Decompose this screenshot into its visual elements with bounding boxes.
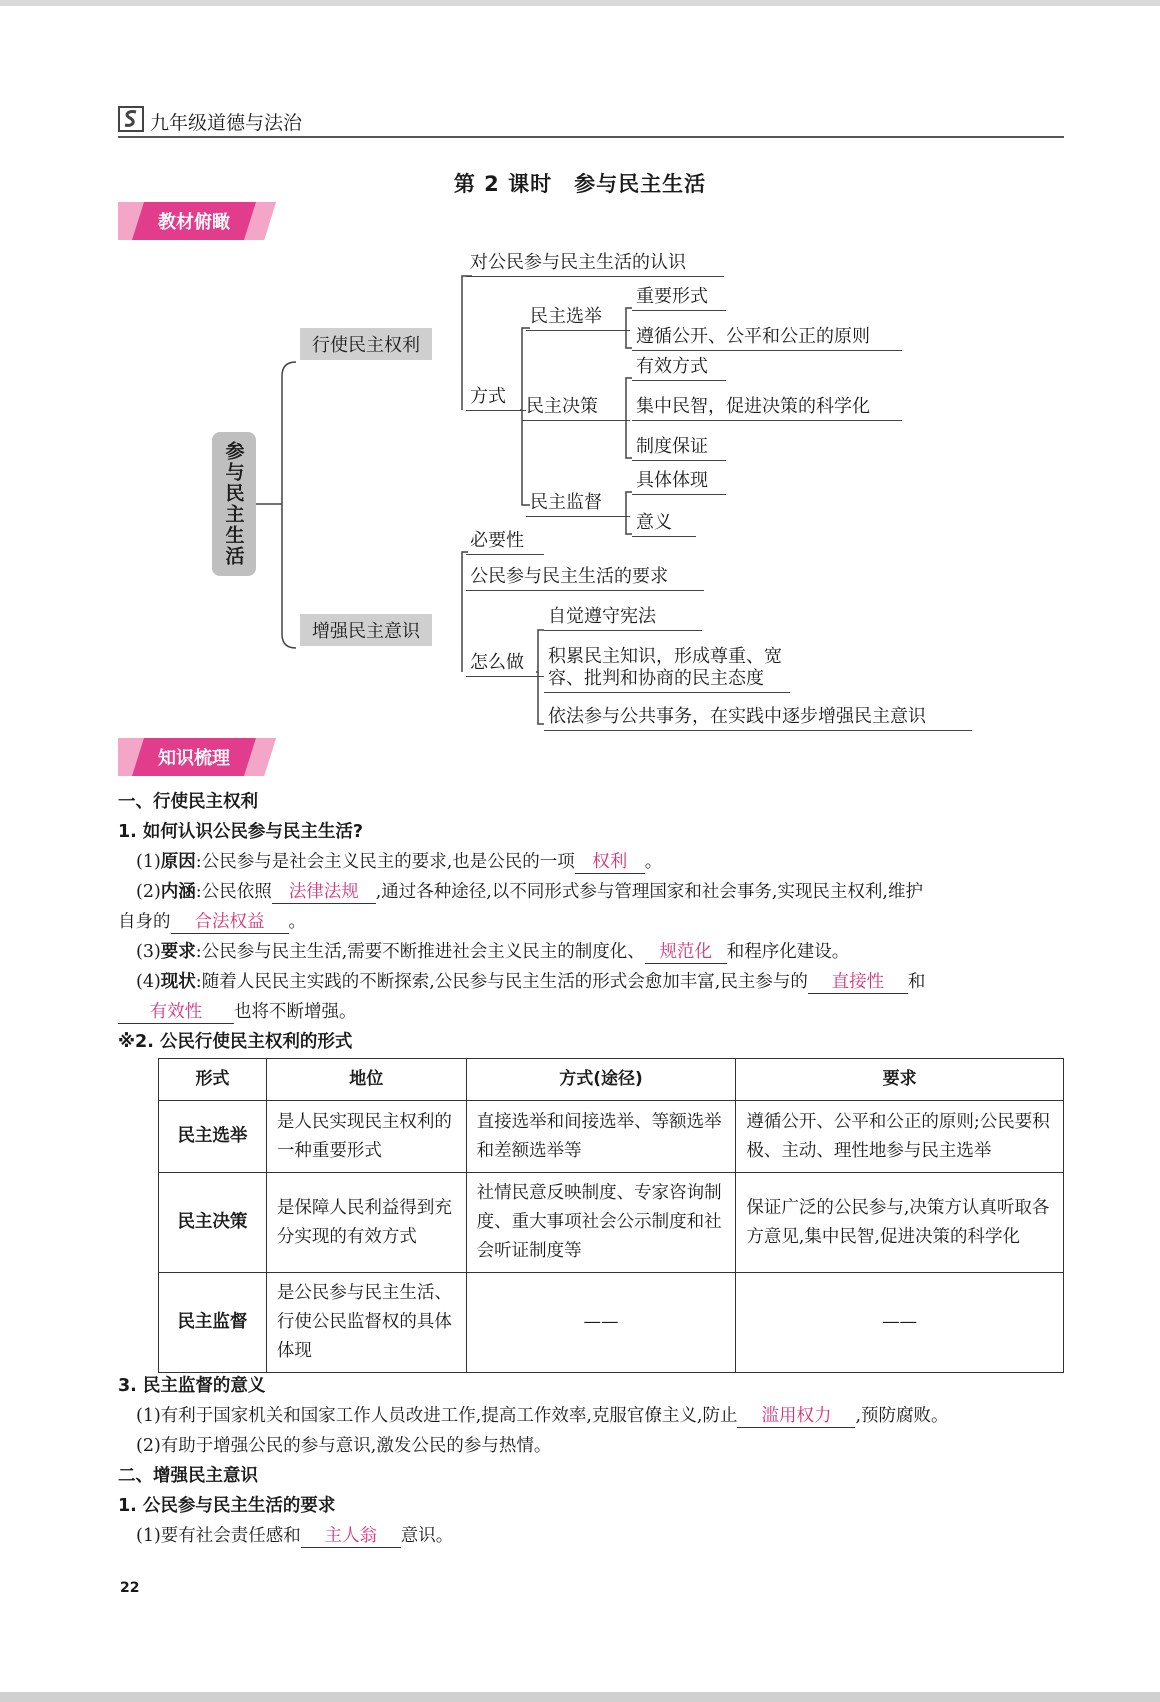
table-cell: 民主决策	[159, 1173, 267, 1273]
q3-1-text-b: ,预防腐败。	[855, 1406, 949, 1426]
q1-2-line	[136, 878, 923, 904]
section-2-title: 二、增强民主意识	[118, 1466, 258, 1486]
q3-1-line	[136, 1402, 949, 1428]
lesson-title: 第 2 课时 参与民主生活	[453, 172, 707, 196]
mindmap-supervision-item-1: 具体体现	[632, 466, 726, 495]
q1-2-answer-b: 合法权益	[171, 908, 289, 934]
q1-3-line	[136, 938, 849, 964]
table-header-cell: 要求	[736, 1059, 1064, 1101]
table-cell: 保证广泛的公民参与,决策方认真听取各方意见,集中民智,促进决策的科学化	[736, 1173, 1064, 1273]
table-cell: ——	[736, 1273, 1064, 1373]
q4-title: 1. 公民参与民主生活的要求	[118, 1496, 336, 1516]
page-top-edge	[0, 0, 1160, 6]
q1-4-number: (4)	[136, 972, 161, 992]
mindmap-how-item-2b: 容、批判和协商的民主态度	[544, 664, 790, 693]
table-cell: 直接选举和间接选举、等额选举和差额选举等	[466, 1101, 736, 1173]
mindmap-how-item-1: 自觉遵守宪法	[544, 602, 702, 631]
q1-4-line-2	[118, 998, 357, 1024]
table-cell: 是公民参与民主生活、行使公民监督权的具体体现	[266, 1273, 466, 1373]
table-header-row	[159, 1059, 1064, 1101]
page-number: 22	[120, 1580, 140, 1596]
mindmap-election-item-1: 重要形式	[632, 282, 726, 311]
mindmap-root: 参与民主生活	[212, 432, 256, 576]
q1-2-text-a: :公民依照	[195, 882, 272, 902]
mindmap-decision-item-1: 有效方式	[632, 352, 726, 381]
banner-overview-label: 教材俯瞰	[158, 212, 230, 233]
q1-4-answer-a: 直接性	[808, 968, 908, 994]
q3-2-line: (2)有助于增强公民的参与意识,激发公民的参与热情。	[136, 1436, 552, 1456]
q1-1-line	[136, 848, 662, 874]
mindmap-decision-item-2: 集中民智，促进决策的科学化	[632, 392, 902, 421]
page-bottom-edge	[0, 1692, 1160, 1702]
q1-4-text-a: :随着人民民主实践的不断探索,公民参与民主生活的形式会愈加丰富,民主参与的	[195, 972, 808, 992]
table-cell: 民主选举	[159, 1101, 267, 1173]
q1-3-number: (3)	[136, 942, 161, 962]
q1-1-label: 原因	[160, 852, 196, 872]
q1-2-text-b: ,通过各种途径,以不同形式参与管理国家和社会事务,实现民主权利,维护	[375, 882, 923, 902]
q1-2-label: 内涵	[160, 882, 196, 902]
q1-2-end: 。	[288, 912, 306, 932]
book-title: 九年级道德与法治	[150, 112, 303, 134]
q1-3-label: 要求	[160, 942, 196, 962]
table-cell: 遵循公开、公平和公正的原则;公民要积极、主动、理性地参与民主选举	[736, 1101, 1064, 1173]
q1-4-label: 现状	[160, 972, 196, 992]
table-header-cell: 方式(途径)	[466, 1059, 736, 1101]
mindmap-ways-label: 方式	[466, 382, 526, 411]
table-cell: 是保障人民利益得到充分实现的有效方式	[266, 1173, 466, 1273]
banner-overview	[118, 202, 276, 240]
table-row	[159, 1173, 1064, 1273]
q1-title: 1. 如何认识公民参与民主生活?	[118, 822, 364, 842]
q2-title: ※2. 公民行使民主权利的形式	[118, 1032, 353, 1052]
q1-1-end: 。	[644, 852, 663, 872]
table-cell: ——	[466, 1273, 736, 1373]
q1-3-text-a: :公民参与民主生活,需要不断推进社会主义民主的制度化、	[195, 942, 645, 962]
q1-1-number: (1)	[136, 852, 161, 872]
mindmap-item-understanding: 对公民参与民主生活的认识	[466, 248, 724, 277]
q3-1-answer: 滥用权力	[737, 1402, 855, 1428]
banner-knowledge	[118, 738, 276, 776]
table-cell: 社情民意反映制度、专家咨询制度、重大事项社会公示制度和社会听证制度等	[466, 1173, 736, 1273]
q4-1-answer: 主人翁	[301, 1522, 401, 1548]
mindmap-election-label: 民主选举	[526, 302, 630, 331]
table-header-cell: 地位	[266, 1059, 466, 1101]
q1-4-text-c: 也将不断增强。	[234, 1002, 357, 1022]
mindmap-how-item-2a: 积累民主知识，形成尊重、宽	[548, 646, 782, 667]
q3-title: 3. 民主监督的意义	[118, 1376, 266, 1396]
mindmap-decision-item-3: 制度保证	[632, 432, 726, 461]
mindmap-supervision-label: 民主监督	[526, 488, 630, 517]
table-cell: 民主监督	[159, 1273, 267, 1373]
q4-1-line	[136, 1522, 453, 1548]
table-row	[159, 1273, 1064, 1373]
q1-4-text-b: 和	[907, 972, 926, 992]
table-header-cell: 形式	[159, 1059, 267, 1101]
q1-3-answer: 规范化	[645, 938, 727, 964]
q4-1-text-a: (1)要有社会责任感和	[136, 1526, 301, 1546]
q4-1-text-b: 意识。	[400, 1526, 454, 1546]
q1-4-line	[136, 968, 925, 994]
section-1-title: 一、行使民主权利	[118, 792, 258, 812]
mindmap-branch-enhance-awareness: 增强民主意识	[300, 614, 432, 646]
q1-2-text-c: 自身的	[118, 912, 171, 932]
q1-2-line-2	[118, 908, 306, 934]
mindmap-election-item-2: 遵循公开、公平和公正的原则	[632, 322, 902, 351]
q3-1-text-a: (1)有利于国家机关和国家工作人员改进工作,提高工作效率,克服官僚主义,防止	[136, 1406, 738, 1426]
rights-forms-table	[158, 1058, 1064, 1373]
mindmap-how-item-3: 依法参与公共事务，在实践中逐步增强民主意识	[544, 702, 972, 731]
mindmap-how-label: 怎么做	[466, 648, 544, 677]
q1-2-number: (2)	[136, 882, 161, 902]
publisher-logo-icon	[118, 106, 144, 132]
table-row	[159, 1101, 1064, 1173]
mindmap-decision-label: 民主决策	[522, 392, 630, 421]
banner-knowledge-label: 知识梳理	[158, 748, 230, 769]
page-header	[118, 104, 1064, 138]
mindmap-requirement: 公民参与民主生活的要求	[466, 562, 704, 591]
q1-1-text: :公民参与是社会主义民主的要求,也是公民的一项	[195, 852, 575, 872]
q1-3-text-b: 和程序化建设。	[726, 942, 850, 962]
table-cell: 是人民实现民主权利的一种重要形式	[266, 1101, 466, 1173]
q1-2-answer-a: 法律法规	[272, 878, 376, 904]
mindmap-supervision-item-2: 意义	[632, 508, 696, 537]
mindmap-necessity: 必要性	[466, 526, 544, 555]
q1-4-answer-b: 有效性	[118, 998, 234, 1024]
q1-1-answer: 权利	[575, 848, 645, 874]
mindmap-branch-exercise-rights: 行使民主权利	[300, 328, 432, 360]
